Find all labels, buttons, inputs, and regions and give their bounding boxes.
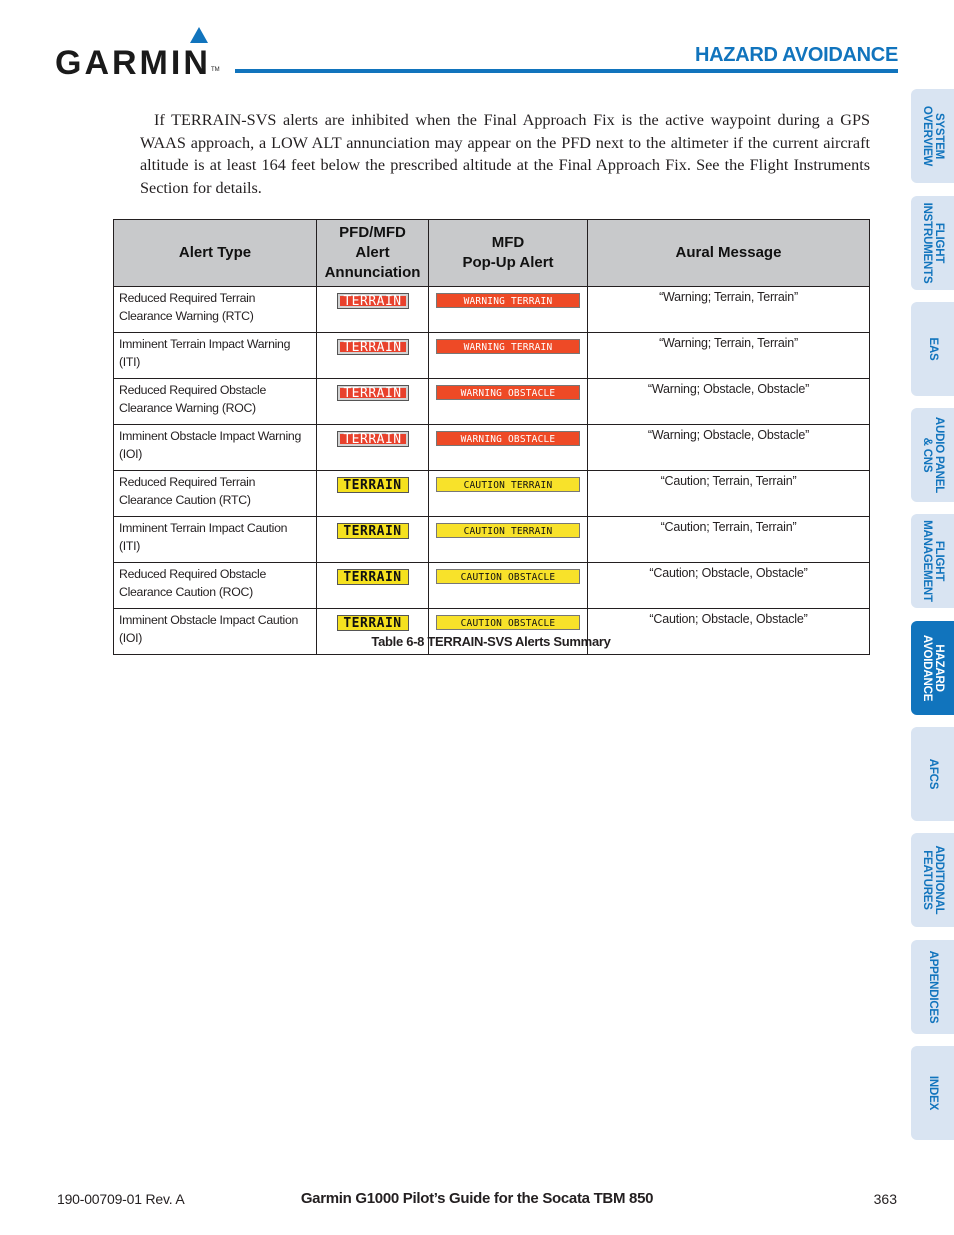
tab-flight-instruments[interactable] [911,196,954,290]
table-row [114,517,870,563]
popup-alert-cell [429,379,588,425]
popup-alert-cell [429,471,588,517]
tab-eas[interactable] [911,302,954,396]
popup-alert-warning: WARNING TERRAIN [436,293,580,308]
tab-hazard-avoidance[interactable] [911,621,954,715]
annunciation-cell [317,471,429,517]
chapter-tabs [911,0,954,1235]
alert-type-cell: Reduced Required Terrain Clearance Warning (RTC) [114,287,317,333]
tab-label: AUDIO PANEL & CNS [920,416,945,494]
header-annunciation: PFD/MFD Alert Annunciation [317,220,429,287]
annunciation-cell [317,379,429,425]
tab-label: INDEX [926,1075,939,1111]
aural-message-cell: “Warning; Obstacle, Obstacle” [588,425,870,471]
footer-doc-number: 190-00709-01 Rev. A [57,1191,185,1207]
table-row [114,563,870,609]
alert-type-cell: Reduced Required Terrain Clearance Caution (RTC) [114,471,317,517]
table-row [114,471,870,517]
tab-label: APPENDICES [926,950,939,1024]
terrain-annunciation-caution: TERRAIN [337,477,409,493]
header-aural-message: Aural Message [588,220,870,287]
popup-alert-caution: CAUTION TERRAIN [436,477,580,492]
tab-flight-management[interactable] [911,514,954,608]
footer-title: Garmin G1000 Pilot’s Guide for the Socata TBM 850 [300,1190,654,1207]
popup-alert-cell [429,563,588,609]
alert-type-cell: Imminent Obstacle Impact Caution (IOI) [114,609,317,655]
popup-alert-caution: CAUTION TERRAIN [436,523,580,538]
alerts-summary-table [113,219,870,655]
aural-message-cell: “Caution; Terrain, Terrain” [588,471,870,517]
popup-alert-cell [429,333,588,379]
alert-type-cell: Reduced Required Obstacle Clearance Caution (ROC) [114,563,317,609]
aural-message-cell: “Warning; Terrain, Terrain” [588,287,870,333]
tab-label: SYSTEM OVERVIEW [920,105,945,167]
annunciation-cell [317,563,429,609]
terrain-annunciation-caution: TERRAIN [337,615,409,631]
tab-index[interactable] [911,1046,954,1140]
terrain-annunciation-warning: TERRAIN [337,339,409,355]
aural-message-cell: “Caution; Terrain, Terrain” [588,517,870,563]
popup-alert-warning: WARNING OBSTACLE [436,385,580,400]
tab-label: ADDITIONAL FEATURES [920,845,945,915]
aural-message-cell: “Caution; Obstacle, Obstacle” [588,563,870,609]
terrain-annunciation-warning: TERRAIN [337,293,409,309]
popup-alert-caution: CAUTION OBSTACLE [436,615,580,630]
page-number: 363 [873,1191,897,1207]
table-header-row [114,220,870,287]
table-row [114,425,870,471]
section-title: HAZARD AVOIDANCE [695,44,898,66]
header-popup-alert: MFD Pop-Up Alert [429,220,588,287]
header-rule [235,69,898,73]
tab-label: AFCS [926,758,939,790]
table-row [114,379,870,425]
popup-alert-caution: CAUTION OBSTACLE [436,569,580,584]
aural-message-cell: “Warning; Obstacle, Obstacle” [588,379,870,425]
tab-label: FLIGHT INSTRUMENTS [920,202,945,284]
garmin-logo-triangle-icon [190,27,208,43]
popup-alert-cell [429,287,588,333]
popup-alert-warning: WARNING OBSTACLE [436,431,580,446]
tab-label: FLIGHT MANAGEMENT [920,520,945,602]
popup-alert-cell [429,425,588,471]
garmin-logo: GARMIN [55,44,211,82]
tab-system-overview[interactable] [911,89,954,183]
terrain-annunciation-warning: TERRAIN [337,431,409,447]
table-row [114,333,870,379]
tab-label: EAS [926,337,939,361]
aural-message-cell: “Warning; Terrain, Terrain” [588,333,870,379]
intro-paragraph: If TERRAIN-SVS alerts are inhibited when the Final Approach Fix is the active waypoint during a GPS WAAS approach, a LOW ALT annunciation may appear on the PFD next to the altimeter if the current aircraft altitude is at least 164 feet below the prescribed altitude at the Final Approach Fix. See the Flight Instruments Section for details. [140,111,870,197]
popup-alert-warning: WARNING TERRAIN [436,339,580,354]
annunciation-cell [317,425,429,471]
trademark-mark: TM [211,67,220,73]
popup-alert-cell [429,517,588,563]
aural-message-cell: “Caution; Obstacle, Obstacle” [588,609,870,655]
tab-audio-panel-cns[interactable] [911,408,954,502]
alert-type-cell: Imminent Terrain Impact Caution (ITI) [114,517,317,563]
table-caption: Table 6-8 TERRAIN-SVS Alerts Summary [371,634,611,649]
terrain-annunciation-warning: TERRAIN [337,385,409,401]
tab-appendices[interactable] [911,940,954,1034]
tab-afcs[interactable] [911,727,954,821]
annunciation-cell [317,333,429,379]
annunciation-cell [317,287,429,333]
terrain-annunciation-caution: TERRAIN [337,523,409,539]
header-alert-type: Alert Type [114,220,317,287]
alert-type-cell: Imminent Terrain Impact Warning (ITI) [114,333,317,379]
terrain-annunciation-caution: TERRAIN [337,569,409,585]
alert-type-cell: Imminent Obstacle Impact Warning (IOI) [114,425,317,471]
annunciation-cell [317,517,429,563]
tab-label: HAZARD AVOIDANCE [920,634,945,702]
alert-type-cell: Reduced Required Obstacle Clearance Warning (ROC) [114,379,317,425]
table-row [114,287,870,333]
tab-additional-features[interactable] [911,833,954,927]
